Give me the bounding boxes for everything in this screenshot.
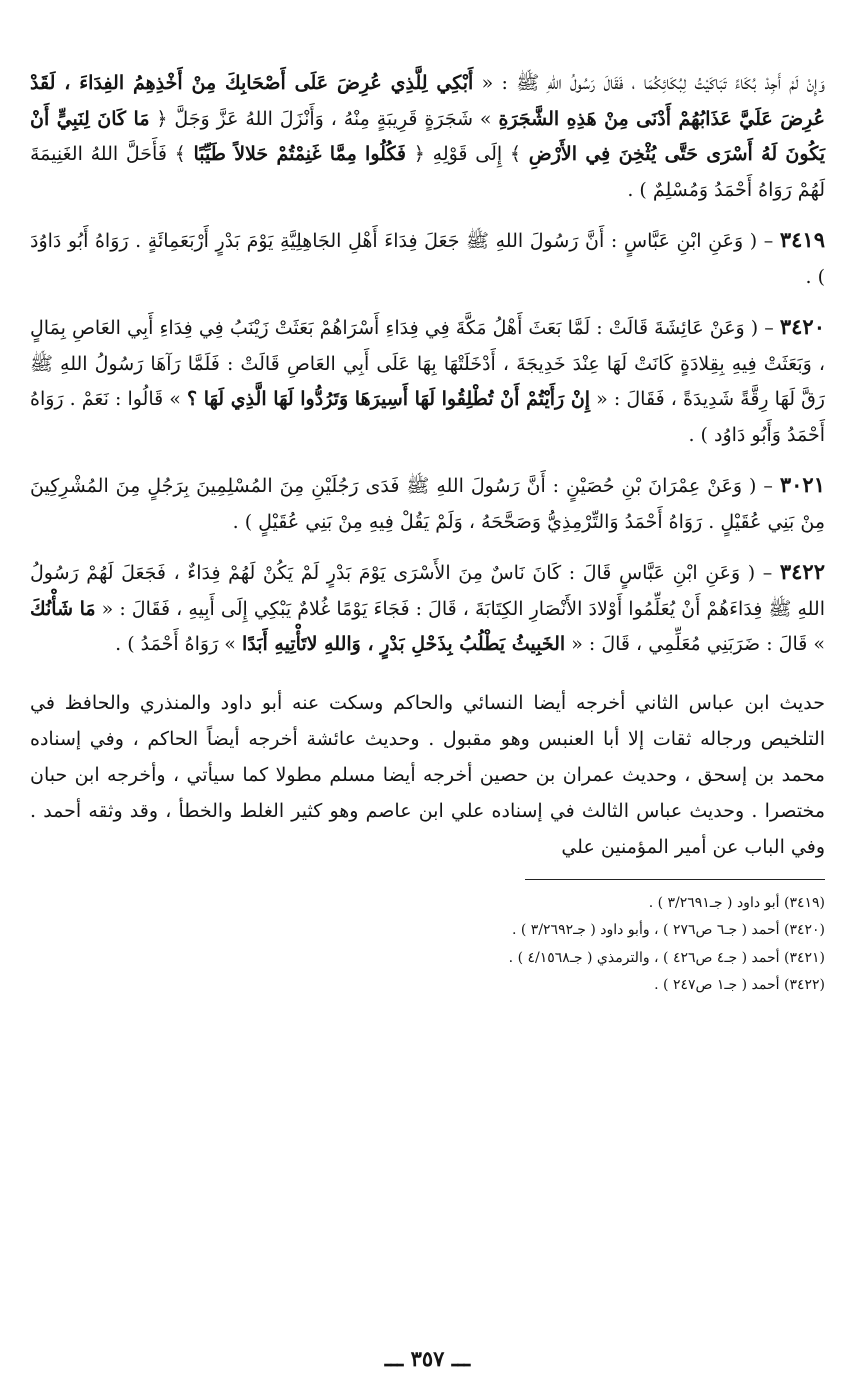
hadith-number: ٣٤٢٢ [779,559,825,584]
intro-text-1: وَإِنْ لَمْ أَجِدْ بُكَاءً تَبَاكَيْتُ لِبُكَائِكُمَا ، فَقَالَ رَسُولُ اللهِ ﷺ : « [473,72,826,94]
hadith-text: » رَوَاهُ أَحْمَدُ ) . [115,633,242,655]
intro-verse-1: مَا كَانَ لِنَبِيٍّ أَنْ يَكُونَ لَهُ أَسْرَى حَتَّى يُثْخِنَ فِي الأَرْضِ [30,107,825,165]
hadith-quote: مَا شَأْنُكَ [30,597,96,620]
hadith-text: » قَالُوا : نَعَمْ . رَوَاهُ أَحْمَدُ وَأَبُو دَاوُد ) . [30,388,825,446]
hadith-number: ٣٤١٩ [779,227,825,252]
intro-text-2: » شَجَرَةٍ قَرِيبَةٍ مِنْهُ ، وَأَنْزَلَ اللهُ عَزَّ وَجَلَّ ﴿ [149,107,499,130]
footnote-3421: (٣٤٢١) أحمد ( جـ٤ ص٤٢٦ ) ، والترمذي ( جـ٤/١٥٦٨ ) . [508,949,825,966]
hadith-quote: الخَبِيثُ يَطْلُبُ بِذَحْلِ بَدْرٍ ، وَاللهِ لاتَأْتِيهِ أَبَدًا [241,633,566,655]
hadith-number: ٣٠٢١ [779,472,825,497]
intro-quote-1: أَبْكِي لِلَّذِي عُرِضَ عَلَى أَصْحَابِكَ مِنْ أَخْذِهِمُ الفِدَاءَ ، لَقَدْ عُرِضَ عَلَيَّ عَذَابُهُمْ أَدْنَى مِنْ هَذِهِ الشَّجَرَةِ [30,72,825,130]
hadith-3420 [30,309,825,453]
hadith-3419 [30,222,825,295]
footnotes [30,890,825,1000]
hadith-3422 [30,554,825,663]
hadith-text: » قَالَ : ضَرَبَنِي مُعَلِّمِي ، قَالَ : « [565,633,825,655]
hadith-quote: إِنْ رَأَيْتُمْ أَنْ تُطْلِقُوا لَهَا أَسِيرَهَا وَتَرُدُّوا لَهَا الَّذِي لَهَا ؟ [186,388,591,410]
footnote-3422: (٣٤٢٢) أحمد ( جـ١ ص٢٤٧ ) . [654,977,825,993]
footnote-divider [525,879,825,880]
footnote-3420: (٣٤٢٠) أحمد ( جـ٦ ص٢٧٦ ) ، وأبو داود ( جـ٣/٢٦٩٢ ) . [511,922,825,938]
hadith-text: – ( وَعَنِ ابْنِ عَبَّاسٍ : أَنَّ رَسُولَ اللهِ ﷺ جَعَلَ فِدَاءَ أَهْلِ الجَاهِلِيَّةِ يَوْمَ بَدْرٍ أَرْبَعَمِائَةٍ . رَوَاهُ أَبُو دَاوُدَ ) . [30,230,825,288]
intro-text-4: ﴾ فَأَحَلَّ اللهُ الغَنِيمَةَ لَهُمْ رَوَاهُ أَحْمَدُ وَمُسْلِمٌ ) . [30,143,825,201]
hadith-text: – ( وَعَنْ عِمْرَانَ بْنِ حُصَيْنٍ : أَنَّ رَسُولَ اللهِ ﷺ فَدَى رَجُلَيْنِ مِنَ المُسْلِمِينَ بِرَجُلٍ مِنَ المُشْرِكِينَ مِنْ بَنِي عُقَيْلٍ . رَوَاهُ أَحْمَدُ وَالتِّرْمِذِيُّ وَصَحَّحَهُ ، وَلَمْ يَقُلْ فِيهِ مِنْ بَنِي عُقَيْلٍ ) . [30,475,825,533]
page-number: ـــ ٣٥٧ ـــ [384,1346,471,1371]
intro-verse-2: فَكُلُوا مِمَّا غَنِمْتُمْ حَلالاً طَيِّبًا [193,143,407,165]
intro-paragraph [30,66,825,208]
commentary-paragraph: حديث ابن عباس الثاني أخرجه أيضا النسائي والحاكم وسكت عنه أبو داود والمنذري والحافظ في التلخيص ورجاله ثقات إلا أبا العنبس وهو مقبول . وحديث عائشة أخرجه أيضاً الحاكم ، وفي إسناده محمد بن إسحق ، وحديث عمران بن حصين أخرجه أيضا مسلم مطولا كما سيأتي ، وأخرجه ابن حبان مختصرا . وحديث عباس الثالث في إسناده علي ابن عاصم وهو كثير الغلط والخطأ ، وقد وثقه أحمد . وفي الباب عن أمير المؤمنين علي [30,691,825,858]
hadith-text: – ( وَعَنِ ابْنِ عَبَّاسٍ قَالَ : كَانَ نَاسٌ مِنَ الأَسْرَى يَوْمَ بَدْرٍ لَمْ يَكُنْ لَهُمْ فِدَاءٌ ، فَجَعَلَ لَهُمْ رَسُولُ اللهِ ﷺ فِدَاءَهُمْ أَنْ يُعَلِّمُوا أَوْلادَ الأَنْصَارِ الكِتَابَةَ ، قَالَ : فَجَاءَ يَوْمًا غُلامٌ يَبْكِي إِلَى أَبِيهِ ، فَقَالَ : « [30,562,825,620]
hadith-number: ٣٤٢٠ [779,314,825,339]
document-page [30,66,825,1359]
hadith-text: – ( وَعَنْ عَائِشَةَ قَالَتْ : لَمَّا بَعَثَ أَهْلُ مَكَّةَ فِي فِدَاءِ أَسْرَاهُمْ بَعَثَتْ زَيْنَبُ فِي فِدَاءِ أَبِي العَاصِ بِمَالٍ ، وَبَعَثَتْ فِيهِ بِقِلادَةٍ كَانَتْ لَهَا عِنْدَ خَدِيجَةَ ، أَدْخَلَتْهَا بِهَا عَلَى أَبِي العَاصِ قَالَتْ : فَلَمَّا رَآهَا رَسُولُ اللهِ ﷺ رَقَّ لَهَا رِقَّةً شَدِيدَةً ، فَقَالَ : « [30,317,825,410]
intro-text-3: ﴾ إِلَى قَوْلِهِ ﴿ [406,143,529,165]
footnote-3419: (٣٤١٩) أبو داود ( جـ٣/٢٦٩١ ) . [648,894,825,911]
hadith-3421 [30,467,825,540]
